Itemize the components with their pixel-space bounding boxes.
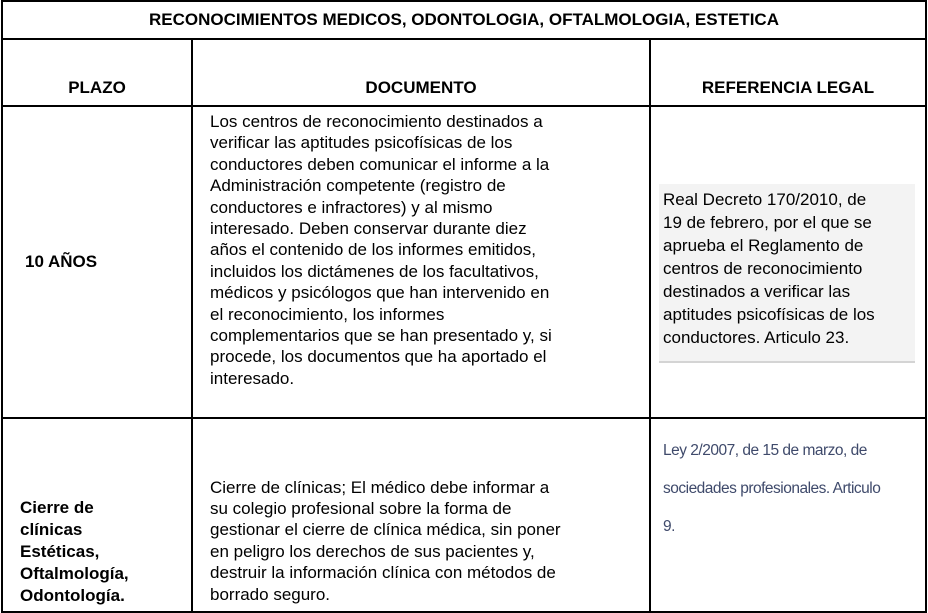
referencia-cell (650, 106, 926, 418)
documento-line: incluidos los dictámenes de los facultativos, (210, 261, 539, 281)
referencia-line: aprueba el Reglamento de (663, 236, 864, 255)
referencia-line: centros de reconocimiento (663, 259, 863, 278)
referencia-line: aptitudes psicofísicas de los (663, 305, 875, 324)
documento-line: su colegio profesional sobre la forma de (210, 498, 512, 518)
title-row (2, 1, 926, 39)
documento-line: interesado. Deben conservar durante diez (210, 219, 527, 239)
documento-line: gestionar el cierre de clínica médica, sin poner (210, 520, 561, 540)
table-row (2, 418, 926, 612)
documento-line: borrado seguro. (210, 584, 331, 604)
documento-line: procede, los documentos que ha aportado el (210, 347, 547, 367)
referencia-line: destinados a verificar las (663, 282, 851, 301)
referencia-box (659, 184, 915, 363)
table-row (2, 106, 926, 418)
documento-line: conductores e infractores) y al mismo (210, 197, 493, 217)
documento-line: verificar las aptitudes psicofísicas de los (210, 133, 513, 153)
documento-cell (192, 418, 650, 612)
documento-line: Administración competente (registro de (210, 176, 506, 196)
documento-line: interesado. (210, 368, 295, 388)
header-row (2, 39, 926, 106)
plazo-line: Odontología. (20, 586, 125, 605)
documento-line: médicos y psicólogos que han intervenido en (210, 283, 550, 303)
documento-line: complementarios que se han presentado y, si (210, 326, 552, 346)
referencia-line: conductores. Articulo 23. (663, 328, 850, 347)
documento-cell (192, 106, 650, 418)
referencia-line: 19 de febrero, por el que se (663, 213, 872, 232)
documento-line: en peligro los derechos de sus pacientes y, (210, 541, 535, 561)
header-plazo: PLAZO (2, 39, 192, 106)
referencia-line: Real Decreto 170/2010, de (663, 190, 867, 209)
header-documento: DOCUMENTO (192, 39, 650, 106)
plazo-cell (2, 418, 192, 612)
plazo-cell: 10 AÑOS (2, 106, 192, 418)
documento-line: Los centros de reconocimiento destinados a (210, 112, 543, 131)
referencia-line: sociedades profesionales. Articulo (663, 480, 881, 497)
retention-table (1, 0, 927, 613)
header-referencia: REFERENCIA LEGAL (650, 39, 926, 106)
documento-line: conductores deben comunicar el informe a la (210, 154, 550, 174)
plazo-line: Cierre de (20, 498, 94, 517)
plazo-line: Estéticas, (20, 542, 100, 561)
table-title: RECONOCIMIENTOS MEDICOS, ODONTOLOGIA, OFTALMOLOGIA, ESTETICA (2, 1, 926, 39)
referencia-line: 9. (663, 518, 675, 535)
documento-line: años el contenido de los informes emitidos, (210, 240, 537, 260)
referencia-line: Ley 2/2007, de 15 de marzo, de (663, 442, 867, 459)
documento-line: el reconocimiento, los informes (210, 304, 445, 324)
referencia-cell (650, 418, 926, 612)
plazo-line: Oftalmología, (20, 564, 129, 583)
plazo-line: clínicas (20, 520, 83, 539)
documento-line: destruir la información clínica con métodos de (210, 563, 556, 583)
documento-line: Cierre de clínicas; El médico debe informar a (210, 477, 550, 497)
